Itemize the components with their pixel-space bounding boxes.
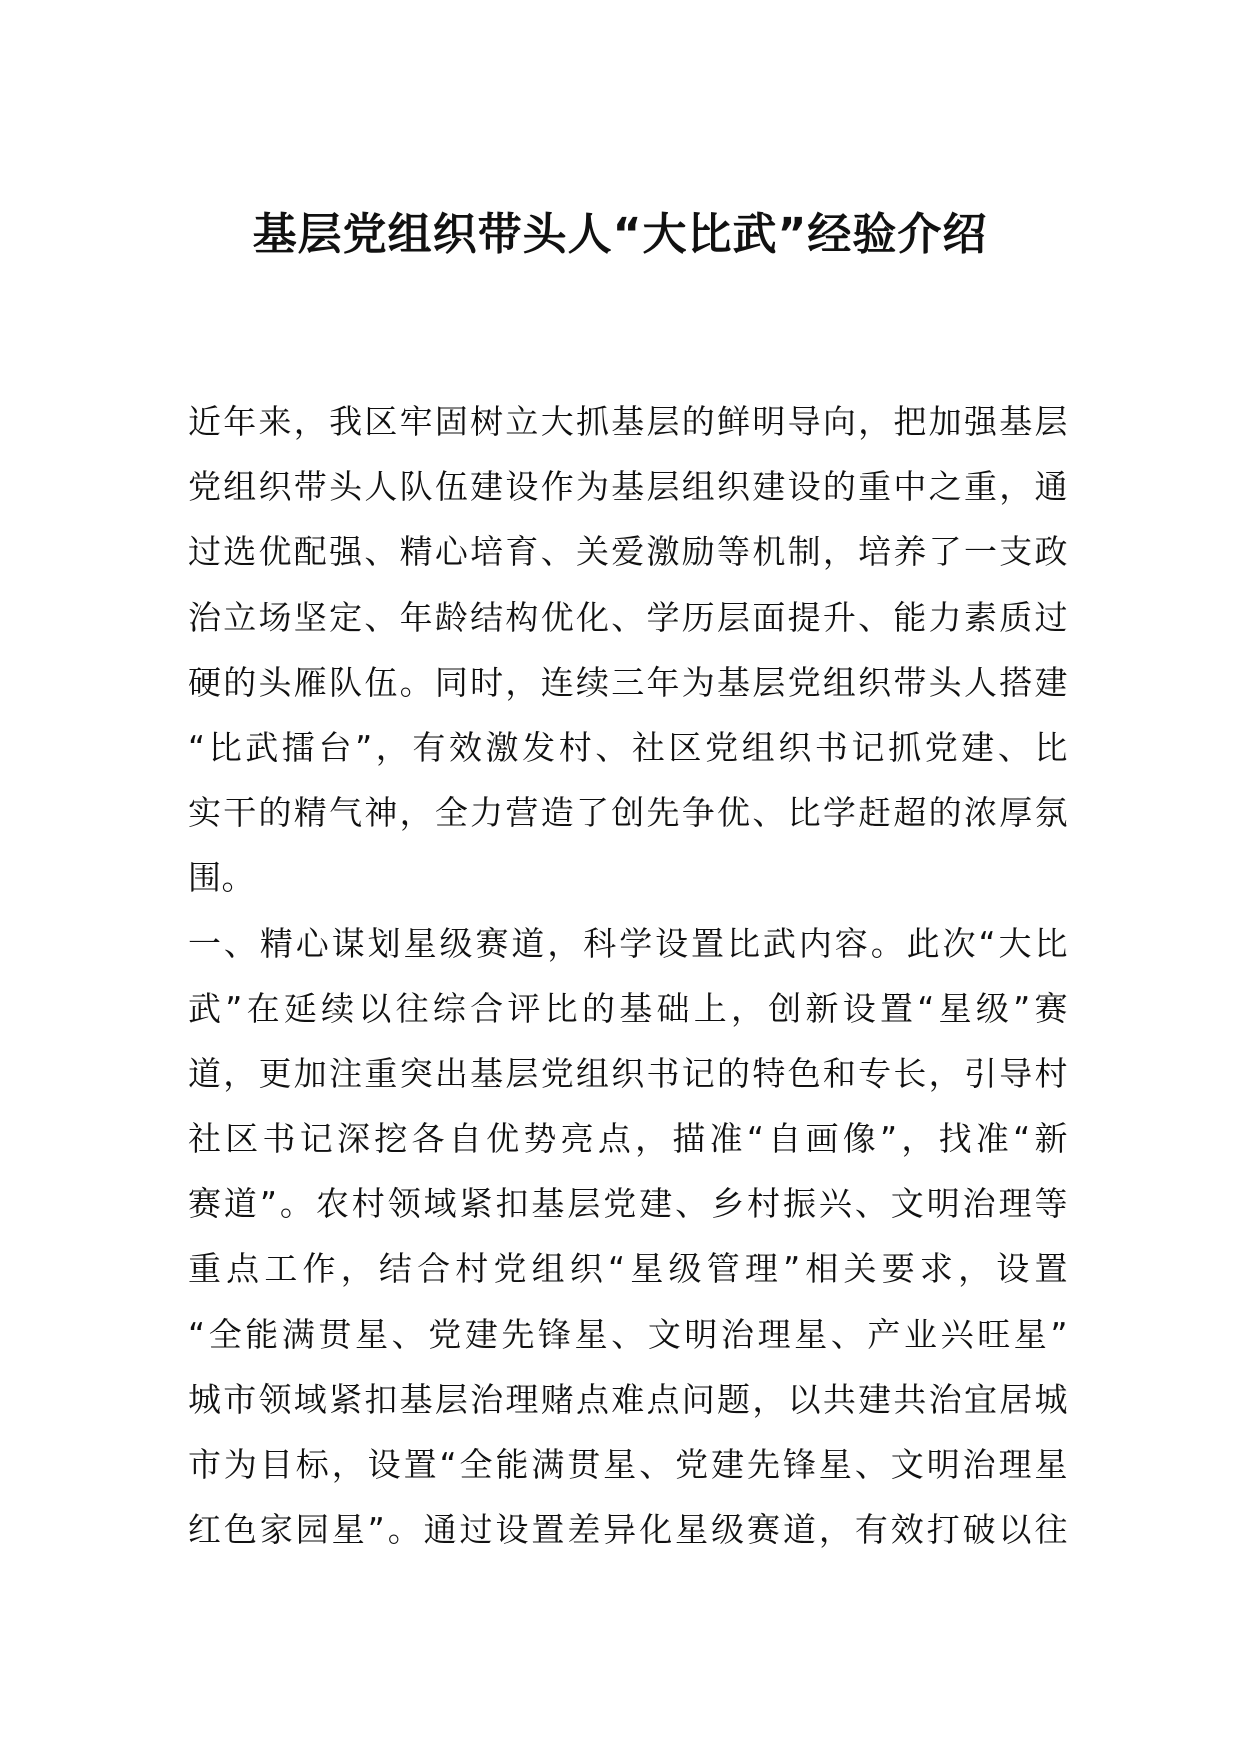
body-line: 城市领域紧扣基层治理赌点难点问题，以共建共治宜居城 [188,1379,1068,1419]
body-line: 过选优配强、精心培育、关爱激励等机制，培养了一支政 [188,532,1068,572]
body-line: 武”在延续以往综合评比的基础上，创新设置“星级”赛 [188,988,1068,1028]
body-line: 一、精心谋划星级赛道，科学设置比武内容。此次“大比 [188,923,1068,963]
body-line: 红色家园星”。通过设置差异化星级赛道，有效打破以往 [188,1510,1068,1550]
body-line: 近年来，我区牢固树立大抓基层的鲜明导向，把加强基层 [188,402,1068,441]
body-line: 围。 [188,858,255,898]
body-line: 赛道”。农村领域紧扣基层党建、乡村振兴、文明治理等 [188,1184,1068,1224]
body-line: “全能满贯星、党建先锋星、文明治理星、产业兴旺星” [188,1314,1068,1354]
body-line: 党组织带头人队伍建设作为基层组织建设的重中之重，通 [188,467,1068,507]
body-line: 市为目标，设置“全能满贯星、党建先锋星、文明治理星 [188,1445,1068,1484]
body-line: 重点工作，结合村党组织“星级管理”相关要求，设置 [188,1249,1068,1289]
body-line: 实干的精气神，全力营造了创先争优、比学赶超的浓厚氛 [188,793,1068,833]
document-title: 基层党组织带头人“大比武”经验介绍 [252,209,988,260]
body-line: “比武擂台”，有效激发村、社区党组织书记抓党建、比 [188,727,1068,767]
body-line: 治立场坚定、年龄结构优化、学历层面提升、能力素质过 [188,597,1068,637]
body-line: 硬的头雁队伍。同时，连续三年为基层党组织带头人搭建 [188,662,1068,702]
body-line: 社区书记深挖各自优势亮点，描准“自画像”，找准“新 [188,1119,1068,1159]
body-line: 道，更加注重突出基层党组织书记的特色和专长，引导村 [188,1053,1068,1093]
document-body [188,389,1068,1562]
